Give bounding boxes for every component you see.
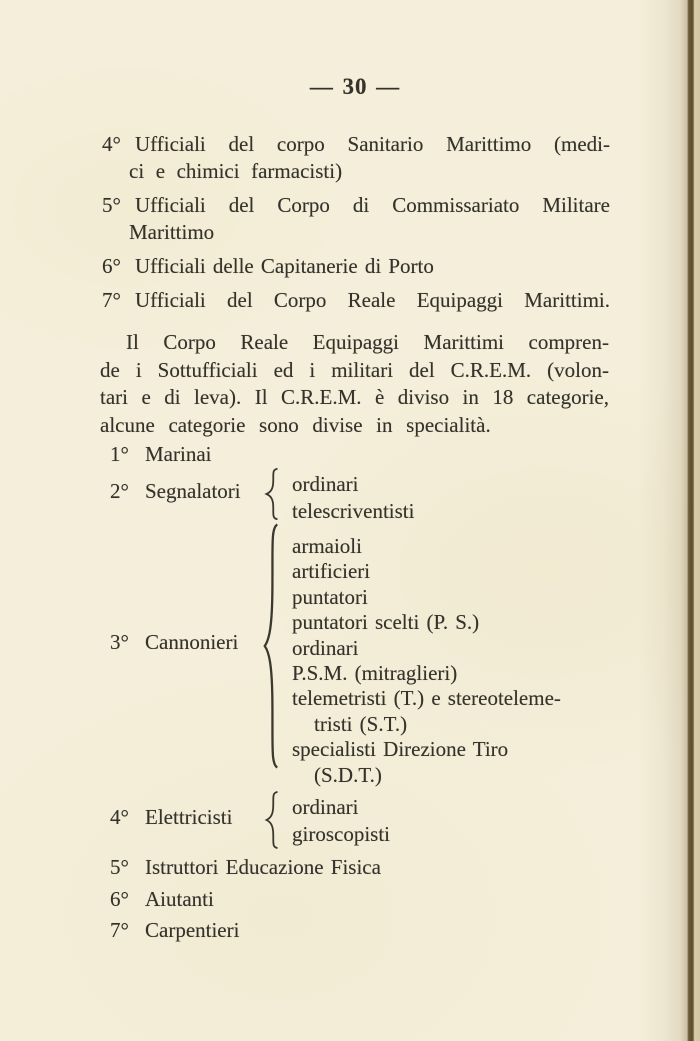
paragraph-line: tari e di leva). Il C.R.E.M. è diviso in 18 categorie, bbox=[100, 385, 609, 410]
category-label: Aiutanti bbox=[145, 887, 214, 911]
officer-item-line: Ufficiali del Corpo Reale Equipaggi Marittimi. bbox=[135, 288, 610, 312]
category-number: 1° bbox=[110, 442, 129, 466]
category-row-aiutanti bbox=[110, 887, 214, 912]
category-row-istruttori bbox=[110, 855, 381, 880]
officer-list-item bbox=[100, 287, 610, 314]
specialty-item: specialisti Direzione Tiro bbox=[292, 737, 509, 762]
specialty-item: P.S.M. (mitraglieri) bbox=[292, 661, 458, 686]
specialty-item: telemetristi (T.) e stereoteleme- bbox=[292, 686, 561, 711]
officer-item-line: ci e chimici farmacisti) bbox=[129, 159, 343, 183]
officer-item-number: 4° bbox=[102, 132, 121, 156]
category-label: Marinai bbox=[145, 442, 212, 466]
category-label: Carpentieri bbox=[145, 918, 240, 942]
category-number: 7° bbox=[110, 918, 129, 942]
specialty-item: ordinari bbox=[292, 635, 359, 660]
category-row-carpentieri bbox=[110, 918, 239, 943]
category-row-marinai bbox=[110, 442, 211, 467]
officer-list-item bbox=[100, 253, 610, 280]
officer-corps-list bbox=[100, 131, 610, 321]
officer-list-item bbox=[100, 131, 610, 185]
specialty-item: puntatori scelti (P. S.) bbox=[292, 610, 480, 635]
category-number: 6° bbox=[110, 887, 129, 911]
specialty-item: telescriventisti bbox=[292, 498, 415, 523]
specialty-item: armaioli bbox=[292, 534, 362, 558]
specialty-list bbox=[292, 794, 390, 847]
left-brace-icon bbox=[265, 468, 279, 520]
left-brace-icon bbox=[263, 522, 279, 770]
intro-paragraph bbox=[100, 329, 609, 439]
officer-list-item bbox=[100, 192, 610, 246]
specialty-item: puntatori bbox=[292, 584, 368, 609]
specialty-list bbox=[292, 534, 561, 788]
officer-item-line: Marittimo bbox=[129, 220, 215, 244]
category-label: Cannonieri bbox=[145, 630, 239, 654]
page-edge-shadow bbox=[638, 0, 700, 1041]
category-number: 4° bbox=[110, 805, 129, 829]
category-number: 5° bbox=[110, 855, 129, 879]
category-row-cannonieri bbox=[110, 630, 238, 655]
paragraph-line: Il Corpo Reale Equipaggi Marittimi compren- bbox=[126, 330, 609, 354]
paragraph-line: alcune categorie sono divise in specialità. bbox=[100, 412, 491, 437]
category-row-elettricisti bbox=[110, 805, 232, 830]
specialty-list bbox=[292, 471, 414, 524]
category-label: Segnalatori bbox=[145, 479, 241, 503]
category-label: Istruttori Educazione Fisica bbox=[145, 855, 381, 879]
officer-item-number: 6° bbox=[102, 254, 121, 278]
officer-item-line: Ufficiali delle Capitanerie di Porto bbox=[135, 254, 434, 278]
officer-item-line: Ufficiali del Corpo di Commissariato Militare bbox=[135, 193, 610, 217]
paragraph-line: de i Sottufficiali ed i militari del C.R.E.M. (volon- bbox=[100, 357, 609, 382]
officer-item-line: Ufficiali del corpo Sanitario Marittimo (medi- bbox=[135, 132, 610, 156]
category-label: Elettricisti bbox=[145, 805, 233, 829]
officer-item-number: 5° bbox=[102, 193, 121, 217]
specialty-item-continuation: tristi (S.T.) bbox=[314, 711, 408, 736]
category-row-segnalatori bbox=[110, 479, 241, 504]
category-number: 2° bbox=[110, 479, 129, 503]
category-number: 3° bbox=[110, 630, 129, 654]
specialty-item: ordinari bbox=[292, 472, 359, 496]
specialty-item: giroscopisti bbox=[292, 821, 390, 846]
specialty-item: artificieri bbox=[292, 559, 371, 584]
officer-item-number: 7° bbox=[102, 288, 121, 312]
page-number: — 30 — bbox=[309, 74, 401, 99]
specialty-item-continuation: (S.D.T.) bbox=[314, 762, 382, 787]
specialty-item: ordinari bbox=[292, 795, 359, 819]
left-brace-icon bbox=[265, 791, 279, 849]
